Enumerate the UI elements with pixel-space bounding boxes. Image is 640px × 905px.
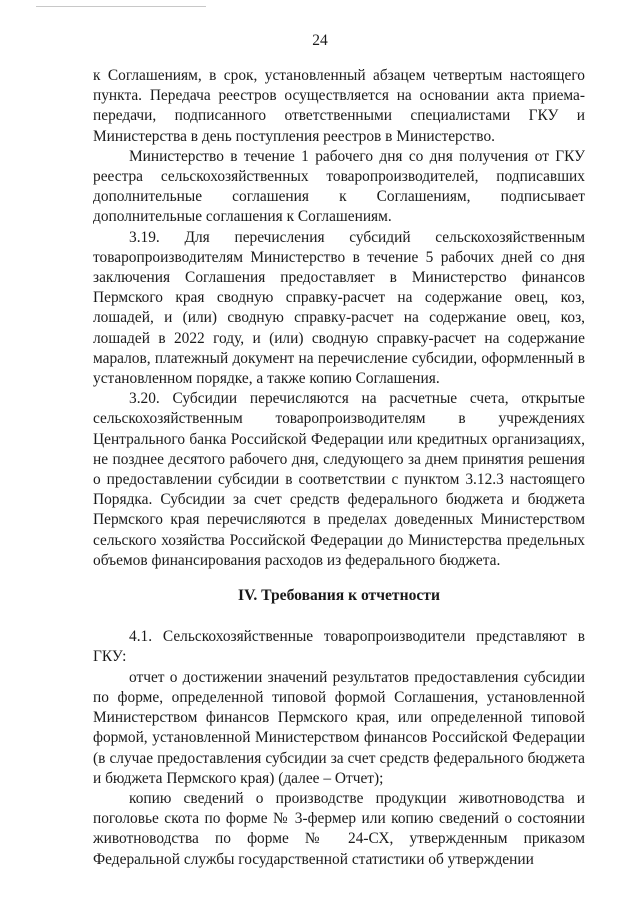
page-number: 24 (312, 32, 328, 49)
scan-top-rule (36, 6, 206, 7)
paragraph-continuation: к Соглашениям, в срок, установленный абзацем четвертым настоящего пункта. Передача реестров осуществляется на основании акта приема-передачи, подписанного ответственными специалистами ГКУ и Министерства в день поступления реестров в Министерство. (93, 67, 585, 145)
paragraph-report: отчет о достижении значений результатов предоставления субсидии по форме, определенной типовой формой Соглашения, установленной Министерством финансов Пермского края, или определенной типовой формой, установленной Министерством финансов Российской Федерации (в случае предоставления субсидии за счет средств федерального бюджета и бюджета Пермского края) (далее – Отчет); (93, 668, 585, 787)
paragraph-livestock-copy: копию сведений о производстве продукции животноводства и поголовье скота по форме № 3-фермер или копию сведений о состоянии животноводства по форме № 24-СХ, утвержденным приказом Федеральной службы государственной статистики об утверждении (93, 789, 585, 868)
section-heading: IV. Требования к отчетности (238, 587, 440, 605)
paragraph-ministry-signing: Министерство в течение 1 рабочего дня со дня получения от ГКУ реестра сельскохозяйственных товаропроизводителей, подписавших дополнительные соглашения к Соглашениям, подписывает дополнительные соглашения к Соглашениям. (93, 147, 585, 226)
paragraph-4-1: 4.1. Сельскохозяйственные товаропроизводители представляют в ГКУ: (93, 628, 585, 666)
paragraph-3-19: 3.19. Для перечисления субсидий сельскохозяйственным товаропроизводителям Министерство в течение 5 рабочих дней со дня заключения Соглашения предоставляет в Министерство финансов Пермского края сводную справку-расчет на содержание овец, коз, лошадей, и (или) сводную справку-расчет на содержание овец, коз, лошадей в 2022 году, и (или) сводную справку-расчет на содержание маралов, платежный документ на перечисление субсидии, оформленный в установленном порядке, а также копию Соглашения. (93, 228, 585, 388)
paragraph-3-20: 3.20. Субсидии перечисляются на расчетные счета, открытые сельскохозяйственным товаропроизводителям в учреждениях Центрального банка Российской Федерации или кредитных организациях, не позднее десятого рабочего дня, следующего за днем принятия решения о предоставлении субсидии в соответствии с пунктом 3.12.3 настоящего Порядка. Субсидии за счет средств федерального бюджета и бюджета Пермского края перечисляются в пределах доведенных Министерством сельского хозяйства Российской Федерации до Министерства предельных объемов финансирования расходов из федерального бюджета. (93, 390, 585, 569)
document-body (93, 66, 585, 870)
